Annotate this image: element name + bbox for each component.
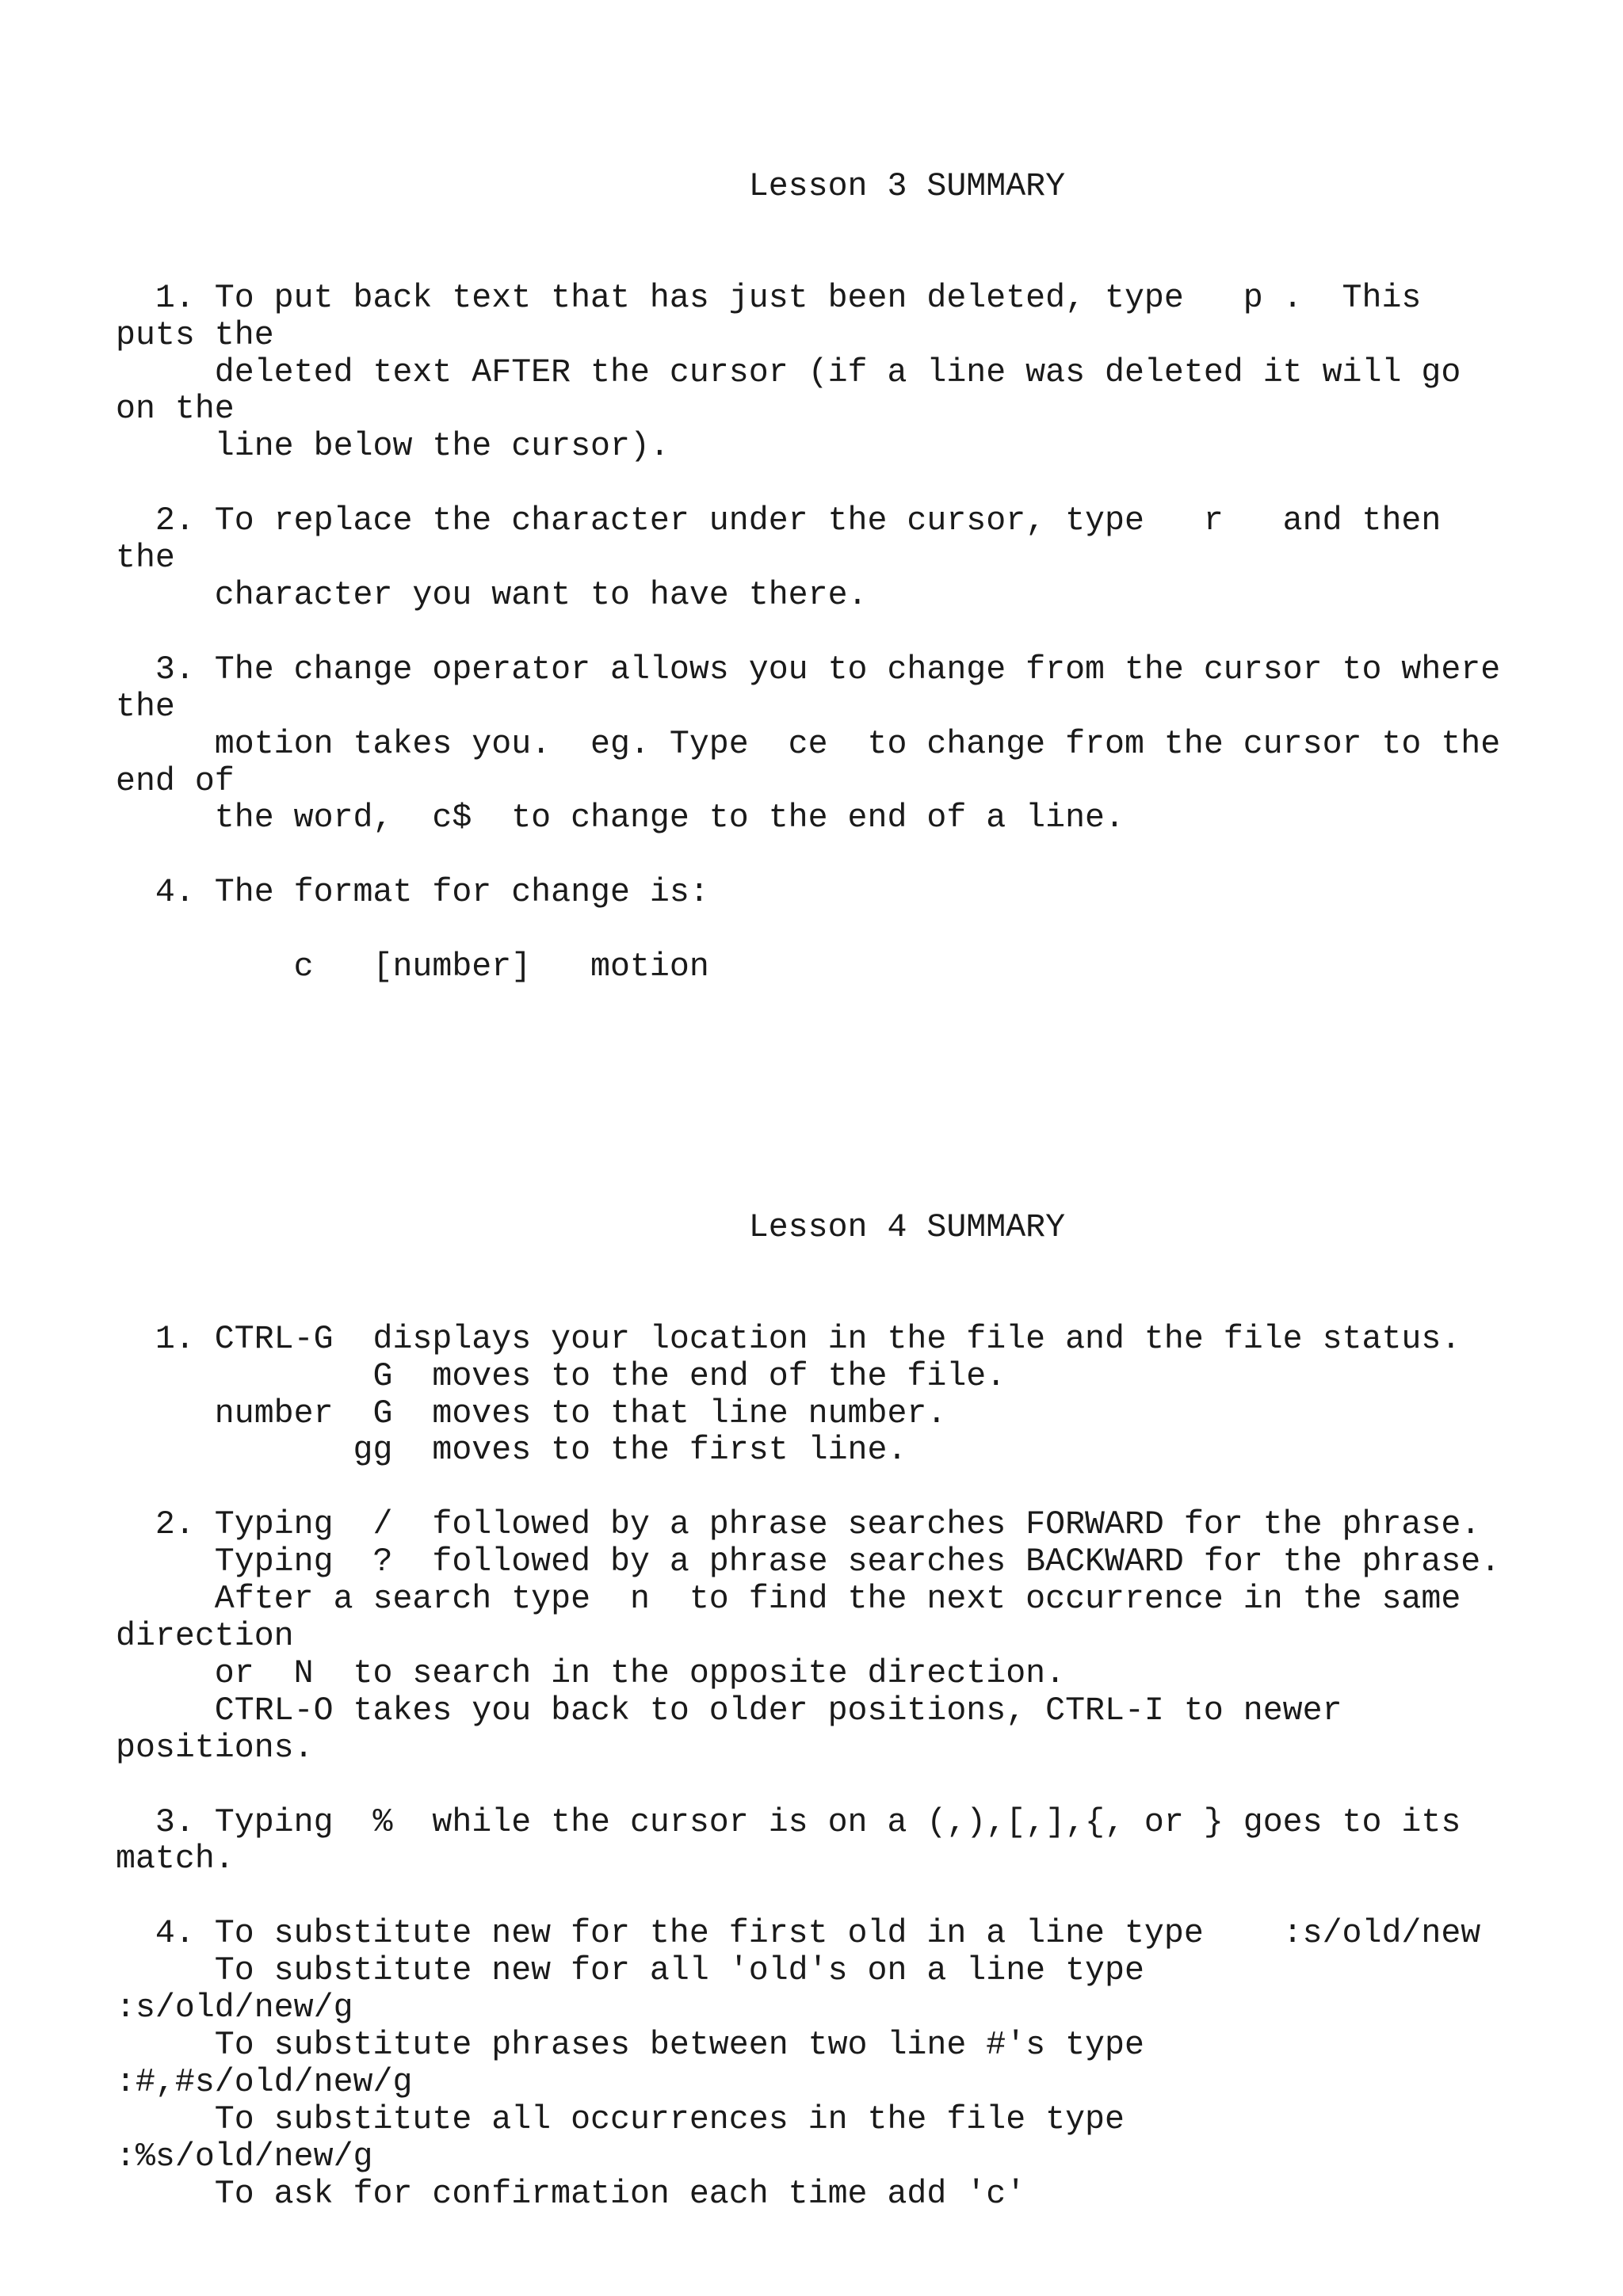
lesson-3-summary: Lesson 3 SUMMARY 1. To put back text that has just been deleted, type p . This puts the deleted text AFTER the cursor (if a line was deleted it will go on the line below the cursor). 2. To replace the character under the cursor, type r and then the character you want to have there. 3. The change operator allows you to change from the cursor to where the motion takes you. eg. Type ce to change from the cursor to the end of the word, c$ to change to the end of a line. 4. The format for change is: c [number] motion [116, 168, 1501, 986]
lesson-4-summary: Lesson 4 SUMMARY 1. CTRL-G displays your location in the file and the file status. G moves to the end of the file. number G moves to that line number. gg moves to the first line. 2. Typing / followed by a phrase searches FORWARD for the phrase. Typing ? followed by a phrase searches BACKWARD for the phrase. After a search type n to find the next occurrence in the same direction or N to search in the opposite direction. CTRL-O takes you back to older positions, CTRL-I to newer positions. 3. Typing % while the cursor is on a (,),[,],{, or } goes to its match. 4. To substitute new for the first old in a line type :s/old/new To substitute new for all 'old's on a line type :s/old/new/g To substitute phrases between two line #'s type :#,#s/old/new/g To substitute all occurrences in the file type :%s/old/new/g To ask for confirmation each time add 'c' [116, 1209, 1501, 2213]
